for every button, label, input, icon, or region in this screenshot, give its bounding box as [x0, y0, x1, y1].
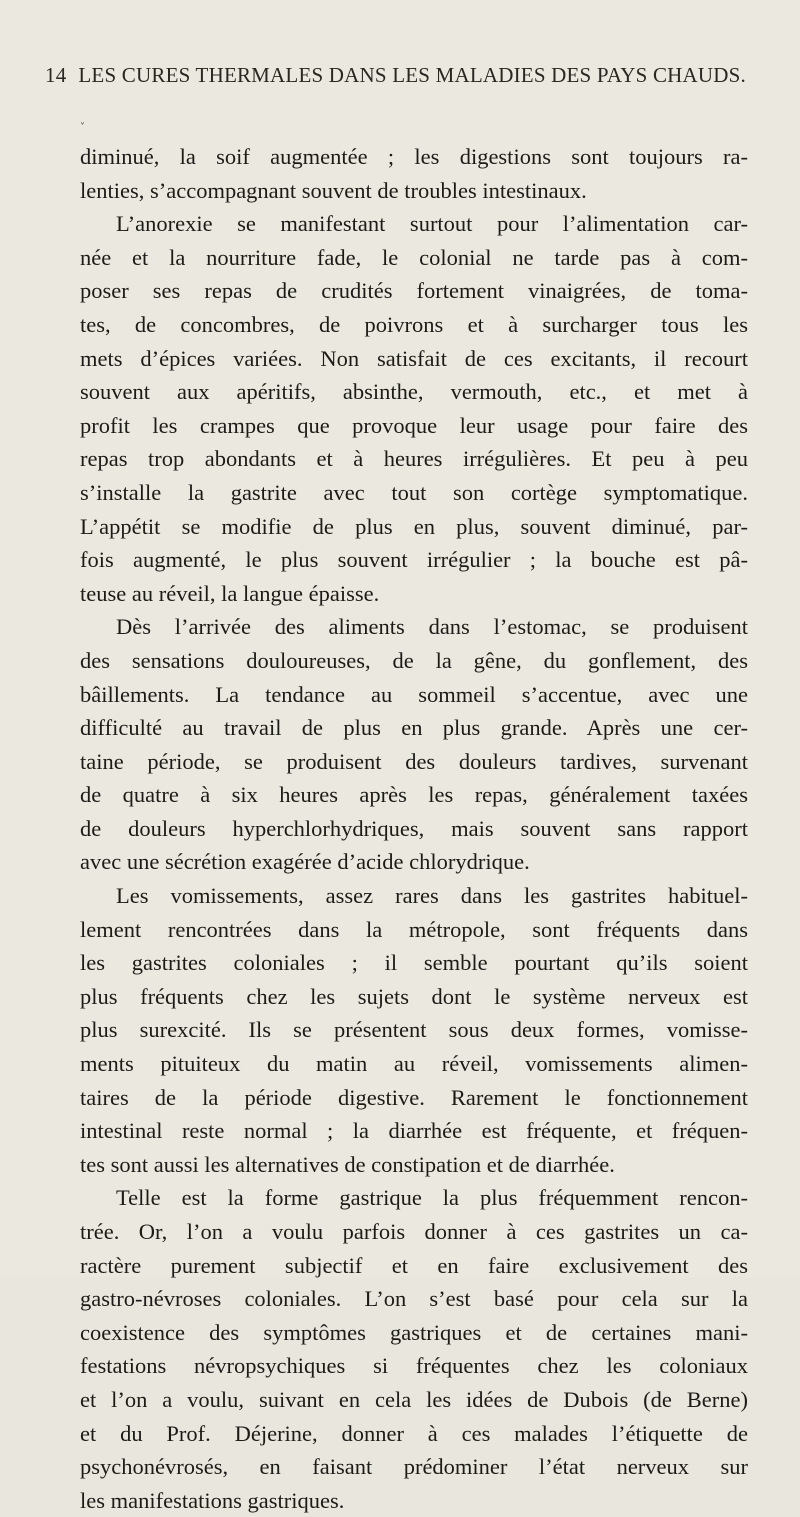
- page-number: 14: [45, 63, 67, 87]
- text-line: repas trop abondants et à heures irrégulières. Et peu à peu: [80, 446, 748, 472]
- text-line: intestinal reste normal ; la diarrhée est fréquente, et fréquen-: [80, 1118, 748, 1144]
- text-line: plus fréquents chez les sujets dont le système nerveux est: [80, 983, 748, 1009]
- text-line: de quatre à six heures après les repas, généralement taxées: [80, 782, 748, 808]
- text-line: taine période, se produisent des douleurs tardives, survenant: [80, 748, 748, 774]
- text-line: L’appétit se modifie de plus en plus, souvent diminué, par-: [80, 513, 748, 539]
- text-line: diminué, la soif augmentée ; les digestions sont toujours ra-: [80, 144, 748, 169]
- text-line: les gastrites coloniales ; il semble pourtant qu’ils soient: [80, 950, 748, 976]
- text-line: L’anorexie se manifestant surtout pour l’alimentation car-: [116, 211, 748, 237]
- text-line: des sensations douloureuses, de la gêne, du gonflement, des: [80, 647, 748, 673]
- text-line: Dès l’arrivée des aliments dans l’estomac, se produisent: [116, 614, 748, 640]
- text-line: les manifestations gastriques.: [80, 1487, 345, 1513]
- text-line: taires de la période digestive. Rarement le fonctionnement: [80, 1084, 748, 1110]
- text-line: poser ses repas de crudités fortement vinaigrées, de toma-: [80, 278, 748, 304]
- text-line: et l’on a voulu, suivant en cela les idées de Dubois (de Berne): [80, 1386, 748, 1412]
- margin-tick-mark: ˅: [80, 122, 85, 133]
- text-line: gastro-névroses coloniales. L’on s’est basé pour cela sur la: [80, 1286, 748, 1312]
- running-title: LES CURES THERMALES DANS LES MALADIES DES PAYS CHAUDS.: [78, 63, 746, 87]
- text-line: ractère purement subjectif et en faire exclusivement des: [80, 1252, 748, 1278]
- running-header: [45, 63, 745, 93]
- text-line: bâillements. La tendance au sommeil s’accentue, avec une: [80, 681, 748, 707]
- body-text: [80, 140, 748, 1517]
- text-line: s’installe la gastrite avec tout son cortège symptomatique.: [80, 479, 748, 505]
- text-line: festations névropsychiques si fréquentes chez les coloniaux: [80, 1353, 748, 1379]
- text-line: teuse au réveil, la langue épaisse.: [80, 580, 380, 606]
- text-line: profit les crampes que provoque leur usage pour faire des: [80, 412, 748, 438]
- text-line: plus surexcité. Ils se présentent sous deux formes, vomisse-: [80, 1017, 748, 1043]
- text-line: tes, de concombres, de poivrons et à surcharger tous les: [80, 311, 748, 337]
- text-line: coexistence des symptômes gastriques et de certaines mani-: [80, 1319, 748, 1345]
- text-line: lenties, s’accompagnant souvent de troubles intestinaux.: [80, 177, 587, 203]
- text-line: ments pituiteux du matin au réveil, vomissements alimen-: [80, 1051, 748, 1077]
- text-line: difficulté au travail de plus en plus grande. Après une cer-: [80, 715, 748, 741]
- text-line: tes sont aussi les alternatives de constipation et de diarrhée.: [80, 1151, 615, 1177]
- text-line: psychonévrosés, en faisant prédominer l’état nerveux sur: [80, 1454, 748, 1480]
- text-line: et du Prof. Déjerine, donner à ces malades l’étiquette de: [80, 1420, 748, 1446]
- text-line: Telle est la forme gastrique la plus fréquemment rencon-: [116, 1185, 748, 1211]
- text-line: Les vomissements, assez rares dans les gastrites habituel-: [116, 883, 748, 909]
- text-line: lement rencontrées dans la métropole, sont fréquents dans: [80, 916, 748, 942]
- text-line: souvent aux apéritifs, absinthe, vermouth, etc., et met à: [80, 379, 748, 405]
- text-line: mets d’épices variées. Non satisfait de ces excitants, il recourt: [80, 345, 748, 371]
- text-line: trée. Or, l’on a voulu parfois donner à ces gastrites un ca-: [80, 1219, 748, 1244]
- text-line: avec une sécrétion exagérée d’acide chlorydrique.: [80, 849, 530, 875]
- text-line: de douleurs hyperchlorhydriques, mais souvent sans rapport: [80, 815, 748, 841]
- text-line: née et la nourriture fade, le colonial ne tarde pas à com-: [80, 244, 748, 270]
- text-line: fois augmenté, le plus souvent irrégulier ; la bouche est pâ-: [80, 547, 748, 573]
